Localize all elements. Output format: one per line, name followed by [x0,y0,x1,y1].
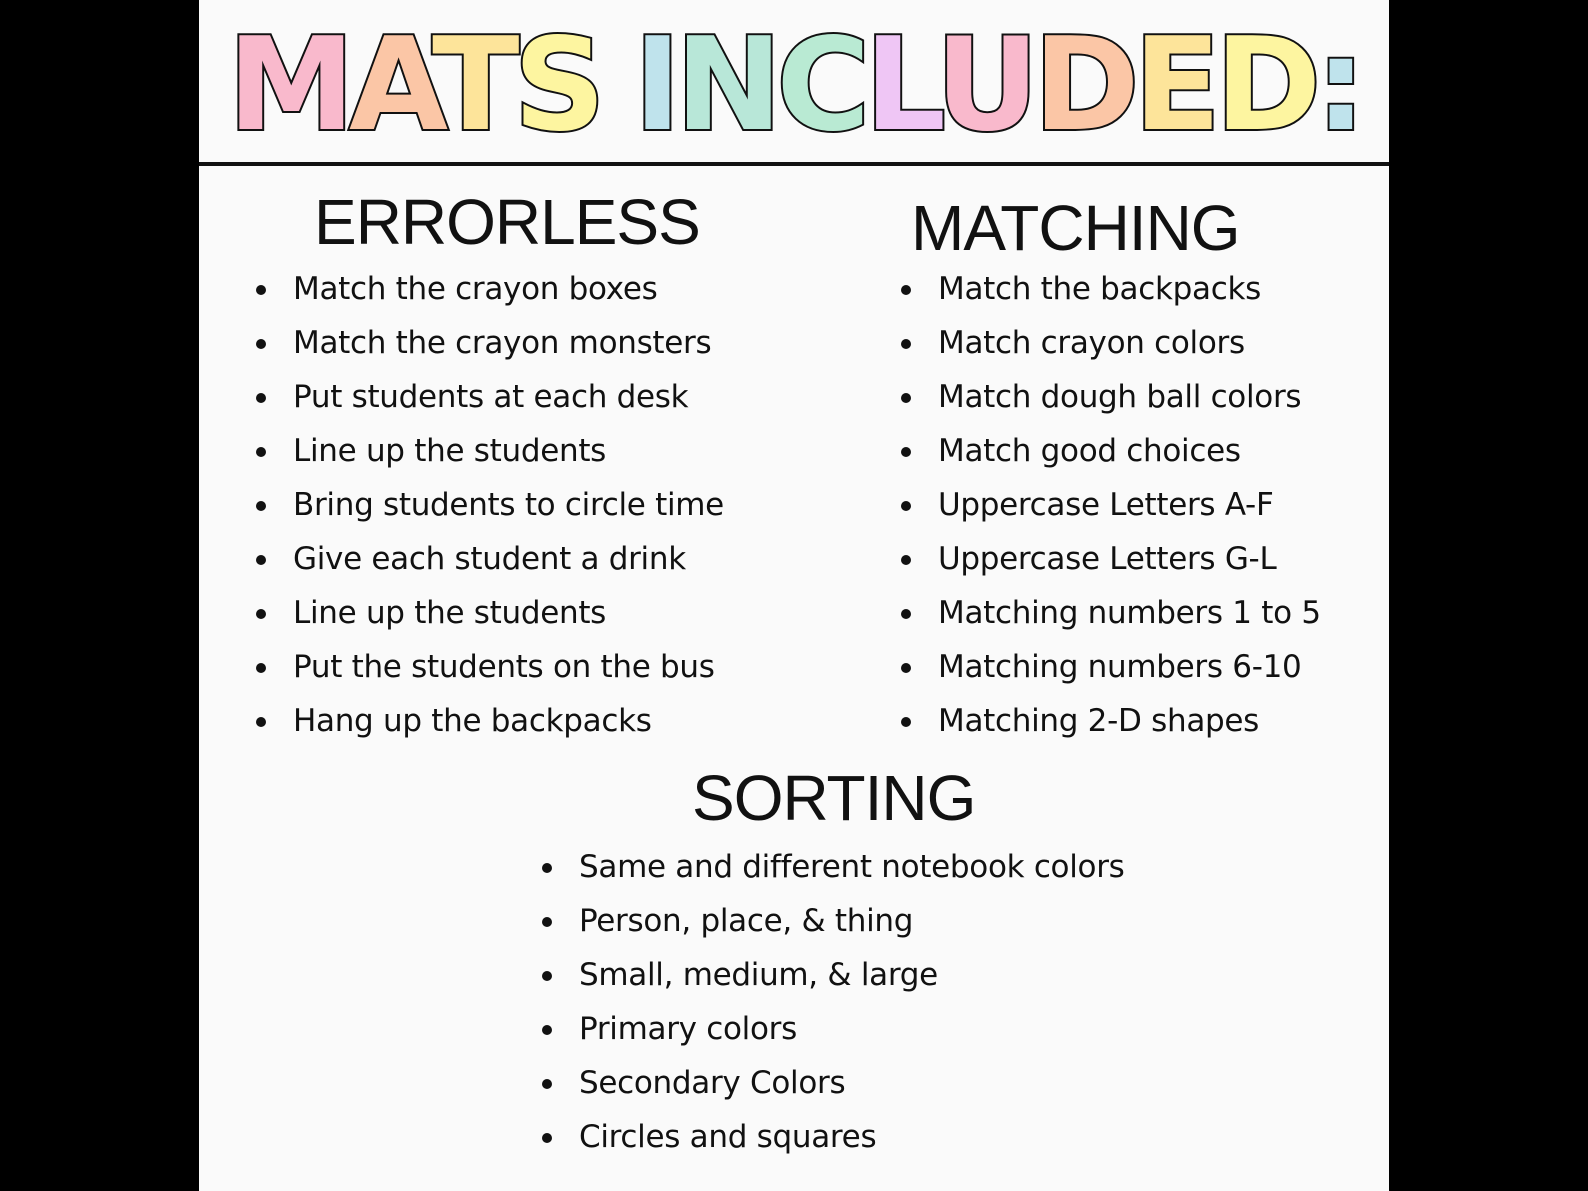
list-item: Matching numbers 6-10 [901,640,1321,694]
title-letter: L [864,11,936,160]
list-item: Matching numbers 1 to 5 [901,586,1321,640]
list-item: Match the crayon boxes [256,262,724,316]
title-letter: D [1033,11,1134,160]
list-item: Match the backpacks [901,262,1321,316]
list-item: Put the students on the bus [256,640,724,694]
title-word-included [634,11,1361,160]
title-letter: S [513,11,600,160]
list-item: Match the crayon monsters [256,316,724,370]
list-item: Uppercase Letters G-L [901,532,1321,586]
title-letter: C [776,11,865,160]
list-item: Matching 2-D shapes [901,694,1321,748]
list-item: Line up the students [256,586,724,640]
list-item: Match dough ball colors [901,370,1321,424]
errorless-list [256,262,724,748]
title-letter: : [1315,11,1361,160]
list-item: Line up the students [256,424,724,478]
matching-heading: MATCHING [911,192,1240,264]
list-item: Hang up the backpacks [256,694,724,748]
list-item: Same and different notebook colors [542,840,1125,894]
list-item: Primary colors [542,1002,1125,1056]
list-item: Give each student a drink [256,532,724,586]
title-letter: D [1214,11,1316,160]
list-item: Uppercase Letters A-F [901,478,1321,532]
list-item: Match crayon colors [901,316,1321,370]
list-item: Secondary Colors [542,1056,1125,1110]
list-item: Bring students to circle time [256,478,724,532]
errorless-heading: ERRORLESS [314,186,700,258]
list-item: Put students at each desk [256,370,724,424]
page-title [199,11,1389,160]
title-letter: U [935,11,1034,160]
sorting-list [542,840,1125,1164]
list-item: Match good choices [901,424,1321,478]
title-letter: T [432,11,514,160]
title-letter: E [1133,11,1215,160]
title-letter: N [675,11,777,160]
title-letter: I [633,11,676,160]
title-divider [199,162,1389,166]
title-letter: A [349,11,433,160]
matching-list [901,262,1321,748]
title-word-mats [228,11,600,160]
list-item: Circles and squares [542,1110,1125,1164]
list-item: Person, place, & thing [542,894,1125,948]
list-item: Small, medium, & large [542,948,1125,1002]
mats-included-page [199,0,1389,1191]
sorting-heading: SORTING [692,762,976,834]
title-letter: M [227,11,349,160]
